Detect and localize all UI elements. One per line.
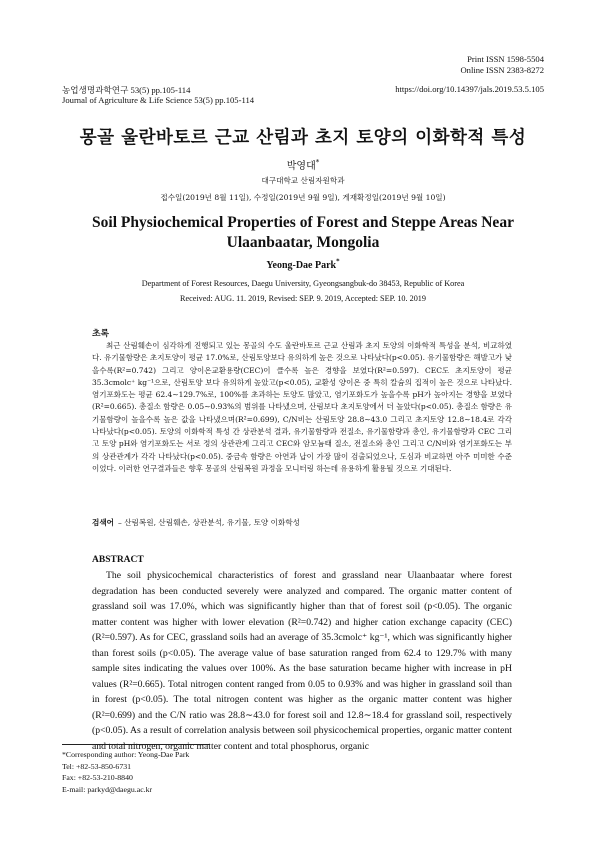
abstract-korean — [92, 340, 512, 475]
author-korean-mark: * — [315, 158, 320, 167]
affiliation-english: Department of Forest Resources, Daegu University, Gyeongsangbuk-do 38453, Republic of Korea — [141, 279, 465, 288]
email[interactable]: E-mail: parkyd@daegu.ac.kr — [62, 784, 153, 794]
author-korean — [62, 157, 544, 172]
title-english — [62, 213, 544, 253]
abstract-korean-text: 최근 산림훼손이 심각하게 진행되고 있는 몽골의 수도 울란바토르 근교 산림과 초지 토양의 이화학적 특성을 분석, 비교하였다. 유기물함량은 초지토양이 평균 17.0%로, 산림토양보다 유의하게 높은 것으로 나타났다(p<0.05). 유기물함량은 해발고가 낮을수록(R²=0.742) 그리고 양이온교환용량(CEC)이 클수록 높은 경향을 보였다(R²=0.597). CEC도 초지토양이 평균 35.3cmolc⁺ kg⁻¹으로, 산림토양 보다 유의하게 높았고(p<0.05), 교환성 양이온 중 특히 칼슘의 집적이 높은 것으로 나타났다. 염기포화도는 평균 62.4∼129.7%로, 100%를 초과하는 토양도 많았고, 염기포화도가 높을수록 pH가 높아지는 경향을 보였다(R²=0.665). 총질소 함량은 0.05∼0.93%의 범위를 나타냈으며, 산림보다 초지토양에서 더 높았다(p<0.05). 총질소 함량은 유기물함량이 높을수록 높은 값을 나타냈으며(R²=0.699), C/N비는 산림토양 28.8∼43.0 그리고 초지토양 12.8∼18.4로 각각 나타났다(p<0.05). 토양의 이화학적 특성 간 상관분석 결과, 유기물함량과 전질소, 유기물함량과 총인, 유기물함량과 CEC 그리고 토양 pH와 염기포화도는 서로 정의 상관관계 그리고 CEC와 암모늄태 질소, 전질소와 총인 그리고 C/N비와 염기포화도는 부의 상관관계가 각각 나타났다(p<0.05). 중금속 함량은 아연과 납이 가장 많이 검출되었으나, 도심과 비교하면 아주 미미한 수준이었다. 이러한 연구결과들은 향후 몽골의 산림복원 과정을 모니터링 하는데 유용하게 활용될 것으로 기대된다. — [92, 341, 512, 473]
fax: Fax: +82-53-210-8840 — [62, 773, 133, 782]
abstract-english — [92, 568, 512, 754]
title-english-line2: Ulaanbaatar, Mongolia — [226, 234, 380, 251]
journal-name-ko: 농업생명과학연구 53(5) pp.105-114 — [62, 85, 191, 95]
title-english-line1: Soil Physiochemical Properties of Forest and Steppe Areas Near — [92, 214, 514, 231]
abstract-en-heading: ABSTRACT — [92, 555, 144, 565]
title-korean: 몽골 울란바토르 근교 산림과 초지 토양의 이화학적 특성 — [79, 128, 527, 148]
print-issn: Print ISSN 1598-5504 — [467, 54, 544, 64]
dates-english: Received: AUG. 11. 2019, Revised: SEP. 9. 2019, Accepted: SEP. 10. 2019 — [180, 294, 426, 303]
issn-block — [460, 54, 544, 76]
journal-name-en: Journal of Agriculture & Life Science 53(5) pp.105-114 — [62, 95, 255, 105]
corresponding-author: *Corresponding author: Yeong-Dae Park — [62, 750, 190, 759]
online-issn: Online ISSN 2383-8272 — [460, 65, 544, 75]
keywords-label: 검색어 — [92, 518, 115, 527]
author-english-name: Yeong-Dae Park — [266, 260, 337, 271]
doi-link[interactable]: https://doi.org/10.14397/jals.2019.53.5.105 — [395, 84, 544, 94]
abstract-english-text: The soil physicochemical characteristics of forest and grassland near Ulaanbaatar where forest degradation has been conducted severely were analyzed and compared. The organic matter content of grassland soil was 17.0%, which was significantly higher than that of forest soil (p<0.05). The organic matter content was higher with lower elevation (R²=0.742) and higher cation exchange capacity (CEC) (R²=0.597). As for CEC, grassland soils had an average of 35.3cmolc⁺ kg⁻¹, which was significantly higher than forest soils (p<0.05). The average value of base saturation ranged from 62.4 to 129.7% with many sample sites indicating the values over 100%. As the base saturation became higher with increase in pH values (R²=0.665). Total nitrogen content ranged from 0.05 to 0.93% and was higher in grassland soil than in forest (p<0.05). The total nitrogen content was higher as the organic matter content was higher (R²=0.699) and the C/N ratio was 28.8∼43.0 for forest soil and 12.8∼18.4 for grassland soil, respectively (p<0.05). As a result of correlation analysis between soil physicochemical properties, organic matter content and total nitrogen, organic matter content and total phosphorus, organic — [92, 570, 512, 752]
footnote — [62, 749, 189, 795]
author-english-mark: * — [336, 257, 340, 266]
keywords-list: – 산림복원, 산림훼손, 상관분석, 유기물, 토양 이화학성 — [118, 518, 300, 527]
keywords-korean — [92, 517, 512, 528]
author-english — [62, 257, 544, 271]
author-korean-name: 박영대 — [286, 161, 316, 172]
tel: Tel: +82-53-850-6731 — [62, 761, 132, 771]
dates-korean: 접수일(2019년 8월 11일), 수정일(2019년 9월 9일), 게재확정일(2019년 9월 10일) — [160, 193, 446, 202]
footnote-divider — [62, 744, 210, 745]
affiliation-korean: 대구대학교 산림자원학과 — [261, 176, 345, 185]
abstract-ko-heading: 초록 — [92, 329, 109, 339]
